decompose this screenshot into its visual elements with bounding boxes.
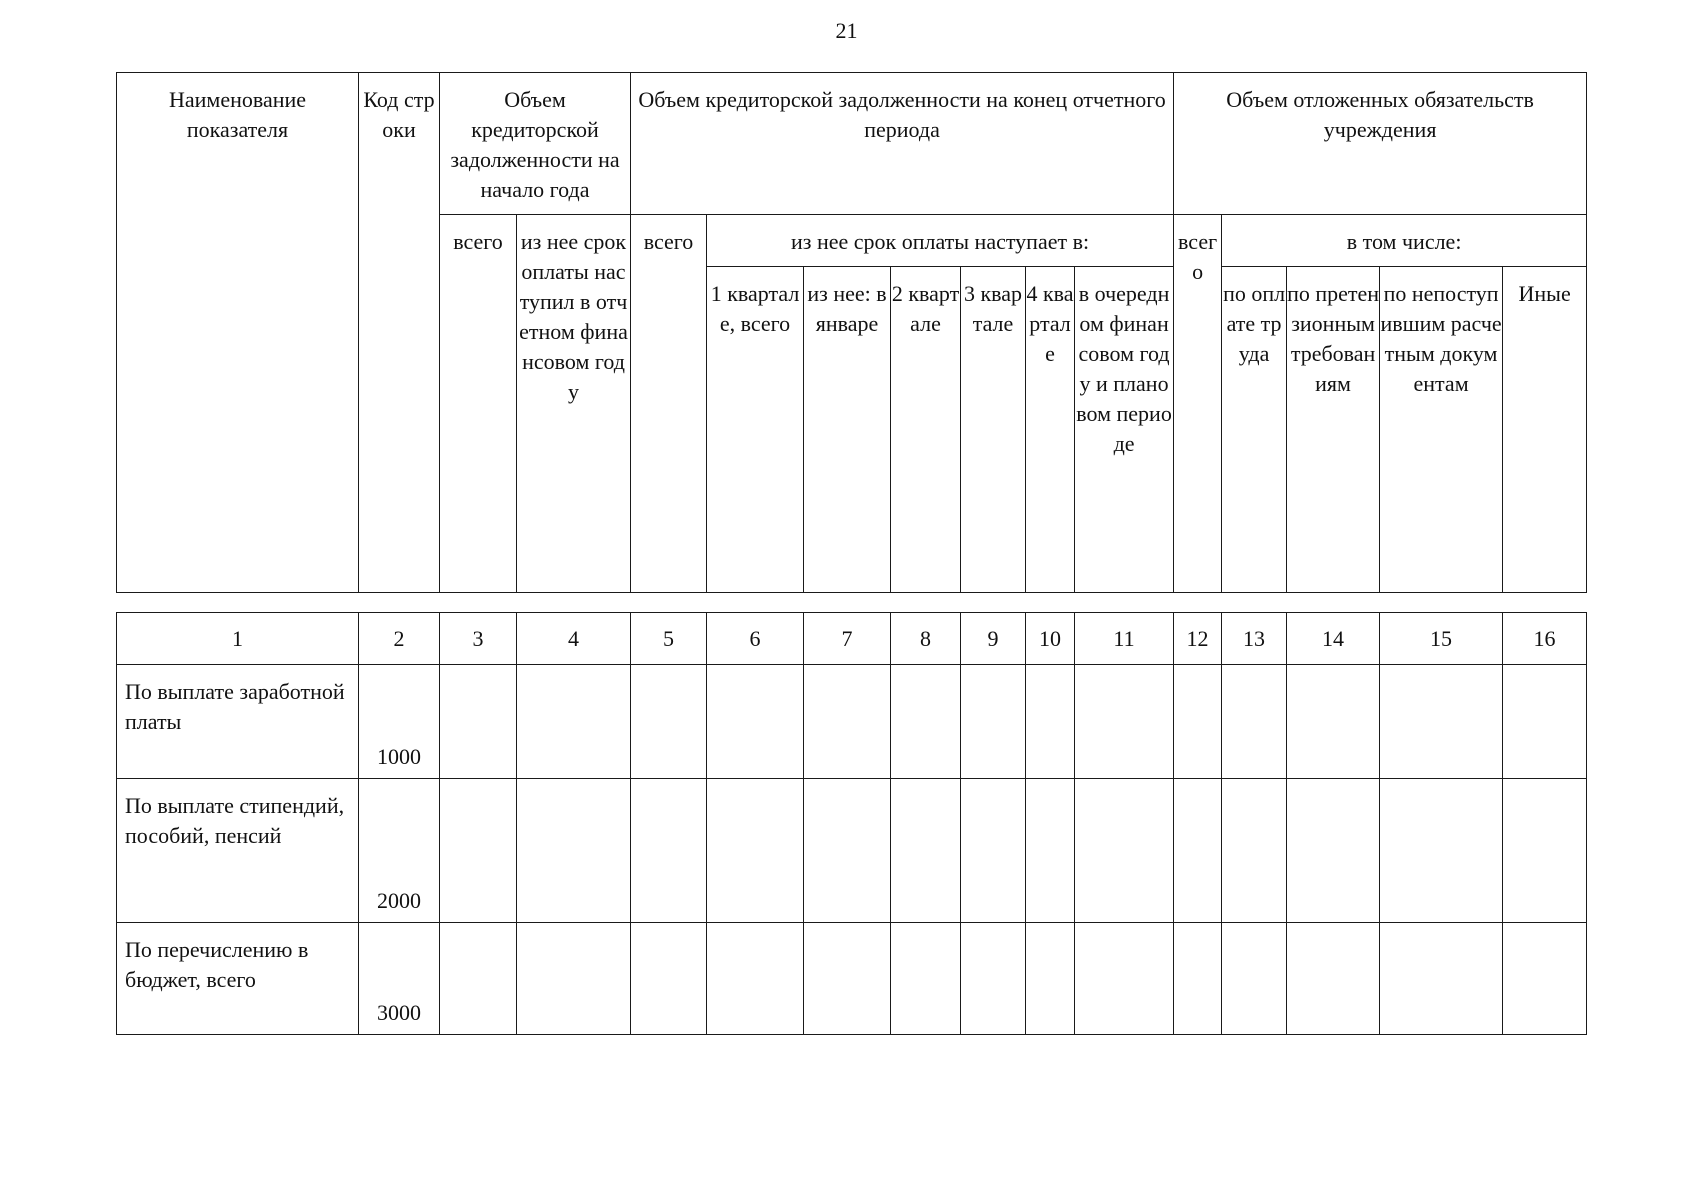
table-row — [117, 779, 1587, 923]
header-end-total: всего — [631, 215, 707, 593]
value-cell[interactable] — [1287, 665, 1380, 779]
header-q4: 4 квартале — [1026, 267, 1075, 593]
value-cell[interactable] — [1075, 779, 1174, 923]
value-cell[interactable] — [1075, 923, 1174, 1035]
column-number: 10 — [1026, 613, 1075, 665]
value-cell[interactable] — [961, 665, 1026, 779]
value-cell[interactable] — [1287, 923, 1380, 1035]
header-start-due-current-year: из нее срок оплаты наступил в отчетном финансовом году — [517, 215, 631, 593]
column-number: 7 — [804, 613, 891, 665]
column-number-row — [117, 613, 1587, 665]
value-cell[interactable] — [891, 923, 961, 1035]
column-number: 3 — [440, 613, 517, 665]
page-number: 21 — [835, 18, 858, 43]
header-january: из нее: в январе — [804, 267, 891, 593]
header-row-code: Код строки — [359, 73, 440, 593]
row-code: 1000 — [359, 665, 440, 779]
column-number: 9 — [961, 613, 1026, 665]
header-q2: 2 квартале — [891, 267, 961, 593]
value-cell[interactable] — [1380, 665, 1503, 779]
value-cell[interactable] — [1222, 665, 1287, 779]
header-claims: по претензионным требованиям — [1287, 267, 1380, 593]
row-name: По перечислению в бюджет, всего — [117, 923, 359, 1035]
column-number: 1 — [117, 613, 359, 665]
value-cell[interactable] — [707, 923, 804, 1035]
row-code: 2000 — [359, 779, 440, 923]
header-q1-total: 1 квартале, всего — [707, 267, 804, 593]
column-number: 16 — [1503, 613, 1587, 665]
value-cell[interactable] — [804, 779, 891, 923]
header-including: в том числе: — [1222, 215, 1587, 267]
column-number: 14 — [1287, 613, 1380, 665]
value-cell[interactable] — [891, 665, 961, 779]
header-end-due-in: из нее срок оплаты наступает в: — [707, 215, 1174, 267]
value-cell[interactable] — [631, 779, 707, 923]
value-cell[interactable] — [1174, 923, 1222, 1035]
table-row — [117, 923, 1587, 1035]
header-q3: 3 квартале — [961, 267, 1026, 593]
value-cell[interactable] — [517, 923, 631, 1035]
column-number: 15 — [1380, 613, 1503, 665]
value-cell[interactable] — [707, 779, 804, 923]
column-number: 12 — [1174, 613, 1222, 665]
header-missing-documents: по непоступившим расчетным документам — [1380, 267, 1503, 593]
row-name: По выплате заработной платы — [117, 665, 359, 779]
value-cell[interactable] — [631, 923, 707, 1035]
value-cell[interactable] — [1222, 923, 1287, 1035]
value-cell[interactable] — [1174, 779, 1222, 923]
value-cell[interactable] — [517, 779, 631, 923]
value-cell[interactable] — [1380, 779, 1503, 923]
header-other: Иные — [1503, 267, 1587, 593]
column-number: 6 — [707, 613, 804, 665]
value-cell[interactable] — [1287, 779, 1380, 923]
row-name: По выплате стипендий, пособий, пенсий — [117, 779, 359, 923]
value-cell[interactable] — [517, 665, 631, 779]
column-number: 5 — [631, 613, 707, 665]
value-cell[interactable] — [1075, 665, 1174, 779]
report-table-body — [116, 612, 1587, 1035]
column-number: 2 — [359, 613, 440, 665]
report-table-header — [116, 72, 1587, 593]
column-number: 8 — [891, 613, 961, 665]
header-deferred-total: всего — [1174, 215, 1222, 593]
value-cell[interactable] — [1026, 665, 1075, 779]
value-cell[interactable] — [1026, 779, 1075, 923]
value-cell[interactable] — [1503, 923, 1587, 1035]
header-next-year-planning: в очередном финансовом году и плановом периоде — [1075, 267, 1174, 593]
header-start-total: всего — [440, 215, 517, 593]
column-number: 11 — [1075, 613, 1174, 665]
value-cell[interactable] — [961, 779, 1026, 923]
row-code: 3000 — [359, 923, 440, 1035]
value-cell[interactable] — [631, 665, 707, 779]
value-cell[interactable] — [1380, 923, 1503, 1035]
header-end-of-period-volume: Объем кредиторской задолженности на конец отчетного периода — [631, 73, 1174, 215]
value-cell[interactable] — [1174, 665, 1222, 779]
header-deferred-obligations: Объем отложенных обязательств учреждения — [1174, 73, 1587, 215]
value-cell[interactable] — [804, 923, 891, 1035]
value-cell[interactable] — [707, 665, 804, 779]
value-cell[interactable] — [1026, 923, 1075, 1035]
column-number: 13 — [1222, 613, 1287, 665]
value-cell[interactable] — [961, 923, 1026, 1035]
table-row — [117, 665, 1587, 779]
value-cell[interactable] — [891, 779, 961, 923]
value-cell[interactable] — [804, 665, 891, 779]
value-cell[interactable] — [1503, 665, 1587, 779]
value-cell[interactable] — [440, 665, 517, 779]
value-cell[interactable] — [1503, 779, 1587, 923]
value-cell[interactable] — [1222, 779, 1287, 923]
header-indicator-name: Наименование показателя — [117, 73, 359, 593]
value-cell[interactable] — [440, 779, 517, 923]
header-labor: по оплате труда — [1222, 267, 1287, 593]
column-number: 4 — [517, 613, 631, 665]
value-cell[interactable] — [440, 923, 517, 1035]
header-start-of-year-volume: Объем кредиторской задолженности на начало года — [440, 73, 631, 215]
